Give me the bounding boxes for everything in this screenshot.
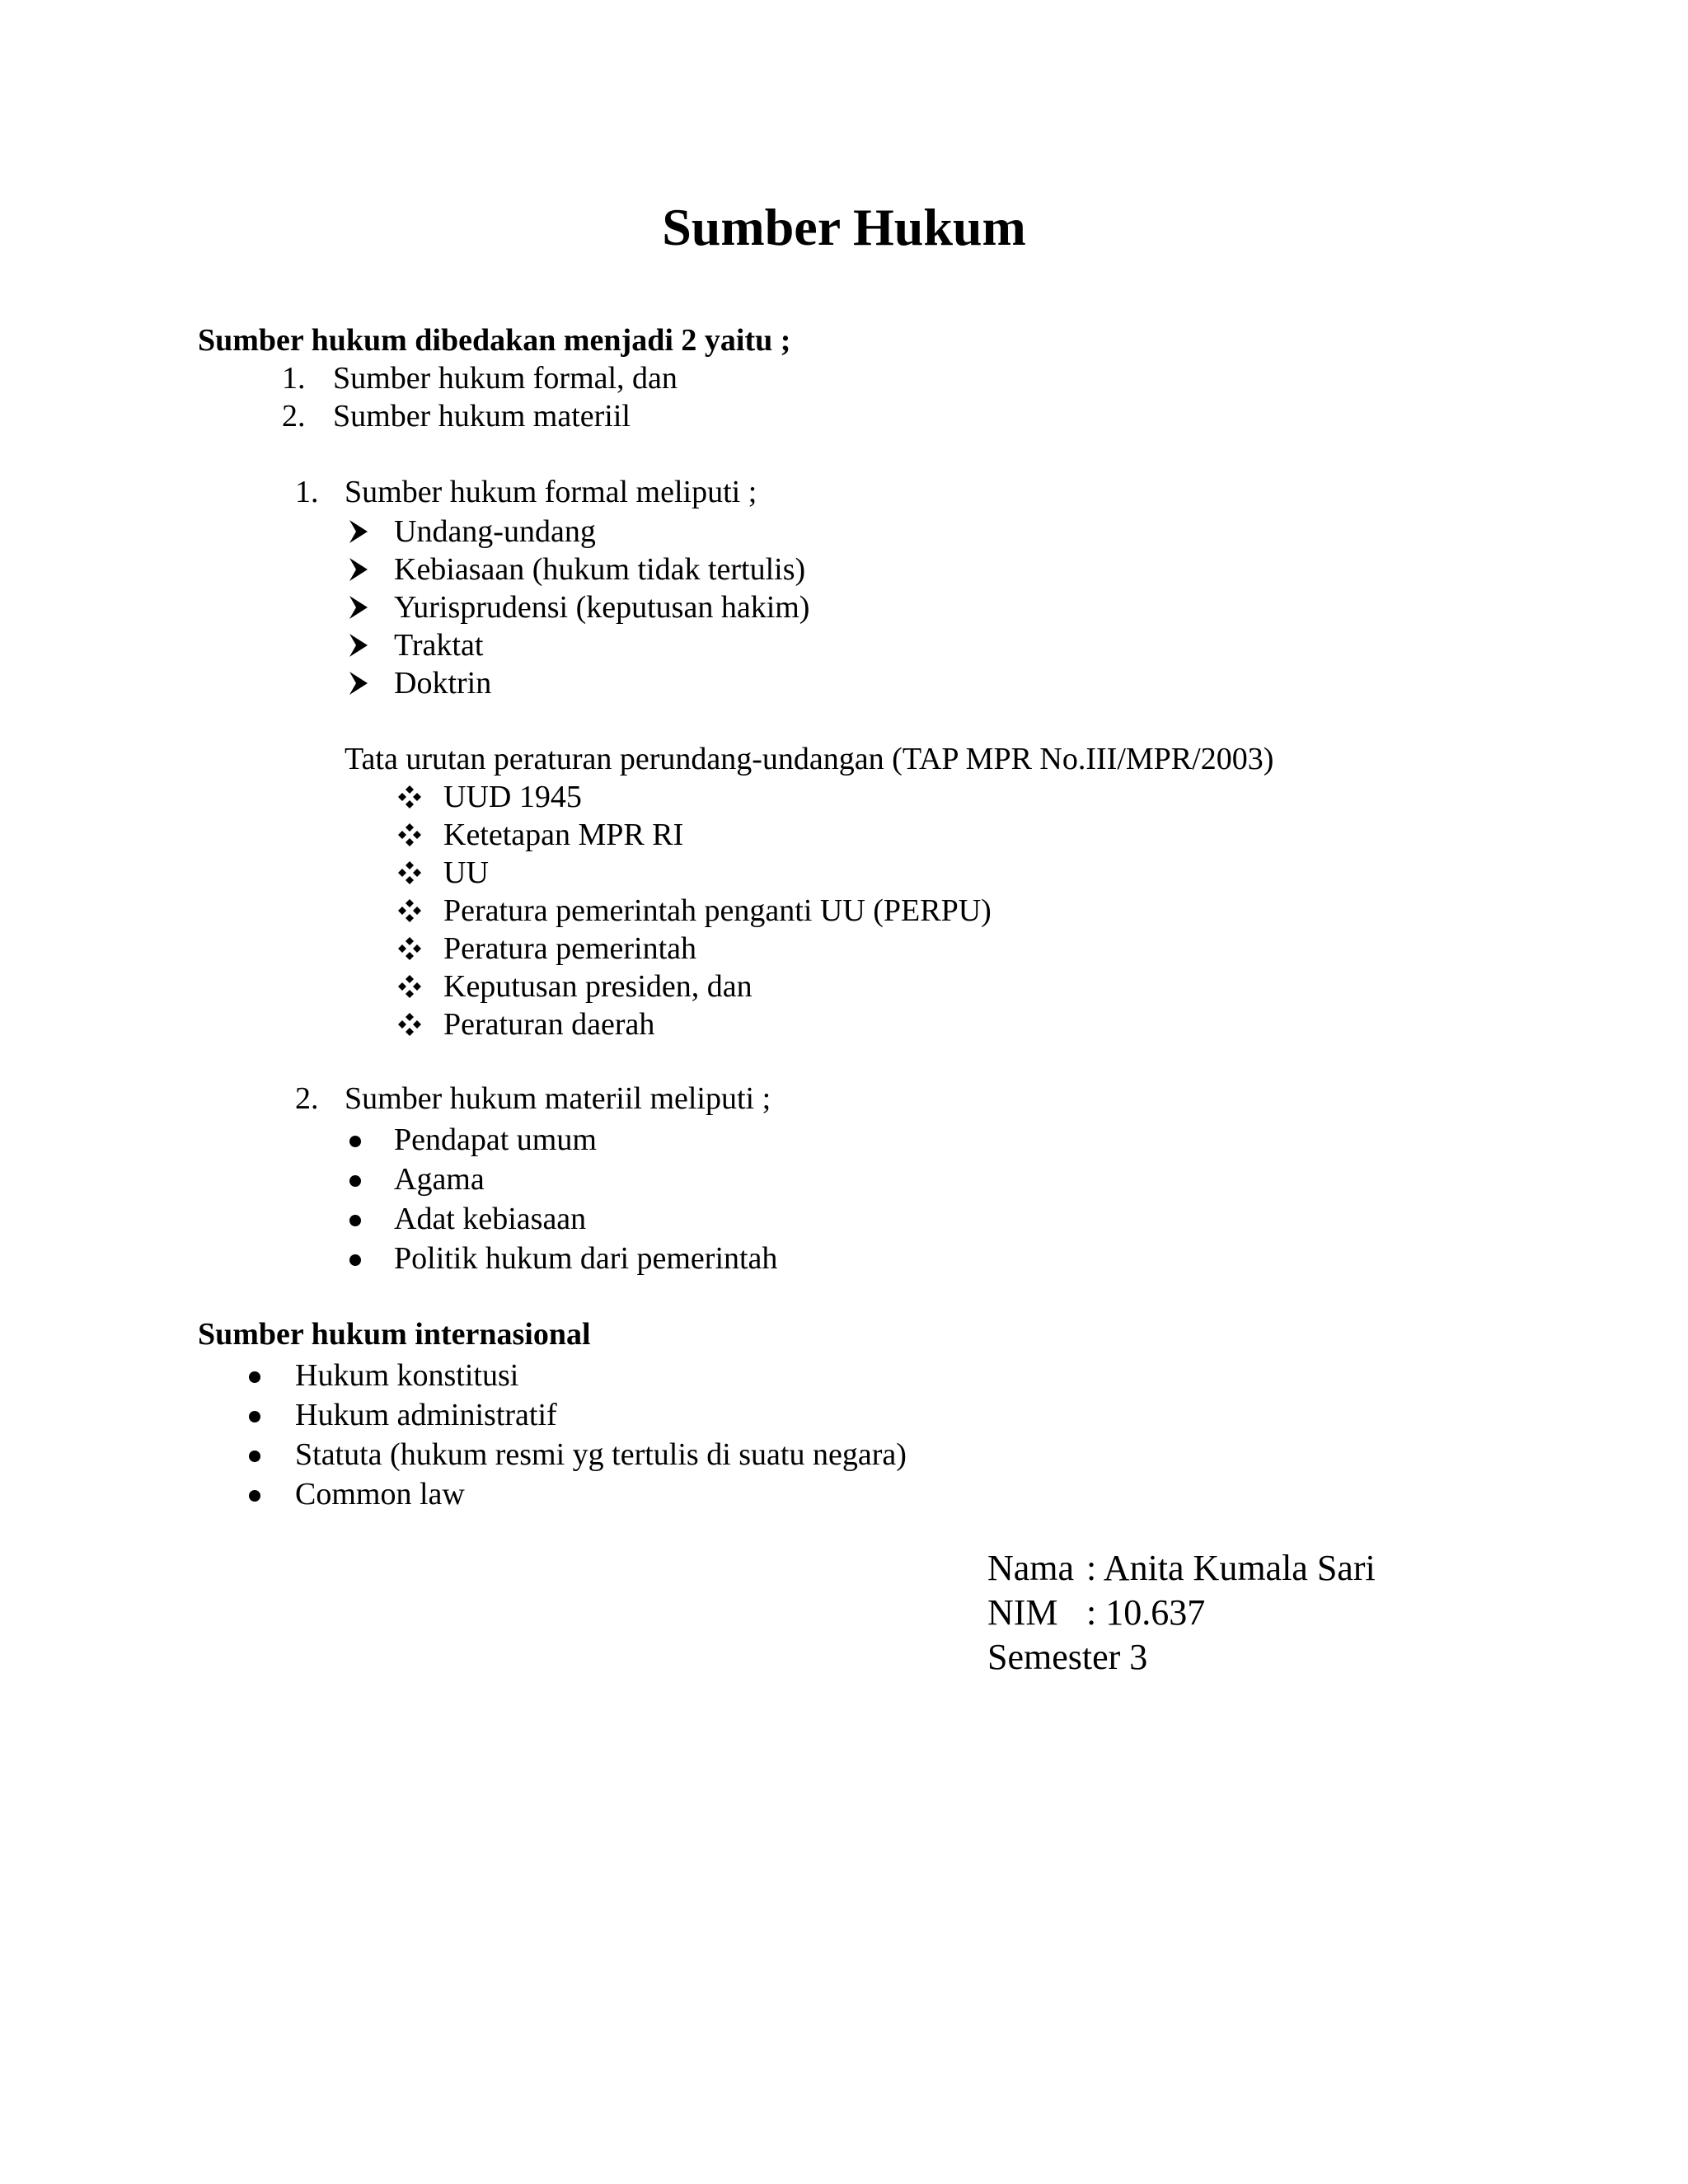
intro-item-number: 1. — [282, 361, 306, 396]
order-list-item: Keputusan presiden, dan — [443, 969, 753, 1004]
formal-section-heading: Sumber hukum formal meliputi ; — [345, 475, 757, 509]
round-bullet-icon — [349, 1175, 361, 1187]
nama-value: : Anita Kumala Sari — [1086, 1548, 1376, 1588]
materiil-list-item: Pendapat umum — [394, 1122, 597, 1157]
international-heading: Sumber hukum internasional — [198, 1317, 591, 1352]
round-bullet-icon — [249, 1490, 260, 1502]
intro-item: Sumber hukum formal, dan — [333, 361, 678, 396]
diamond-bullet-icon — [397, 860, 422, 885]
international-list-item: Common law — [295, 1477, 465, 1511]
round-bullet-icon — [249, 1371, 260, 1383]
nama-label: Nama — [987, 1548, 1075, 1588]
order-heading: Tata urutan peraturan perundang-undangan (TAP MPR No.III/MPR/2003) — [345, 742, 1274, 776]
materiil-section-heading: Sumber hukum materiil meliputi ; — [345, 1081, 771, 1116]
diamond-bullet-icon — [397, 1012, 422, 1037]
formal-list-item: Traktat — [394, 628, 484, 663]
diamond-bullet-icon — [397, 785, 422, 809]
materiil-list-item: Agama — [394, 1162, 485, 1197]
arrow-bullet-icon — [348, 671, 369, 696]
formal-list-item: Undang-undang — [394, 514, 596, 549]
round-bullet-icon — [349, 1136, 361, 1147]
intro-item: Sumber hukum materiil — [333, 399, 631, 434]
arrow-bullet-icon — [348, 557, 369, 582]
formal-section-number: 1. — [295, 475, 319, 509]
formal-list-item: Kebiasaan (hukum tidak tertulis) — [394, 552, 806, 587]
intro-item-number: 2. — [282, 399, 306, 434]
international-list-item: Statuta (hukum resmi yg tertulis di suatu negara) — [295, 1437, 907, 1472]
arrow-bullet-icon — [348, 633, 369, 658]
diamond-bullet-icon — [397, 898, 422, 923]
diamond-bullet-icon — [397, 823, 422, 847]
round-bullet-icon — [249, 1411, 260, 1422]
international-list-item: Hukum konstitusi — [295, 1358, 519, 1393]
round-bullet-icon — [249, 1451, 260, 1462]
order-list-item: Peratura pemerintah penganti UU (PERPU) — [443, 893, 992, 928]
materiil-list-item: Politik hukum dari pemerintah — [394, 1241, 778, 1276]
diamond-bullet-icon — [397, 974, 422, 999]
semester-text: Semester 3 — [987, 1637, 1148, 1677]
order-list-item: UU — [443, 855, 489, 890]
order-list-item: Peratura pemerintah — [443, 931, 697, 966]
nim-label: NIM — [987, 1592, 1058, 1633]
arrow-bullet-icon — [348, 519, 369, 544]
round-bullet-icon — [349, 1254, 361, 1266]
order-list-item: Ketetapan MPR RI — [443, 818, 684, 852]
order-list-item: Peraturan daerah — [443, 1007, 655, 1042]
materiil-section-number: 2. — [295, 1081, 319, 1116]
formal-list-item: Doktrin — [394, 666, 492, 701]
intro-heading: Sumber hukum dibedakan menjadi 2 yaitu ; — [198, 323, 791, 358]
nim-value: : 10.637 — [1086, 1592, 1206, 1633]
round-bullet-icon — [349, 1215, 361, 1226]
diamond-bullet-icon — [397, 936, 422, 961]
page-title: Sumber Hukum — [662, 198, 1026, 256]
international-list-item: Hukum administratif — [295, 1398, 557, 1432]
order-list-item: UUD 1945 — [443, 780, 582, 814]
formal-list-item: Yurisprudensi (keputusan hakim) — [394, 590, 810, 625]
arrow-bullet-icon — [348, 595, 369, 620]
materiil-list-item: Adat kebiasaan — [394, 1202, 587, 1236]
